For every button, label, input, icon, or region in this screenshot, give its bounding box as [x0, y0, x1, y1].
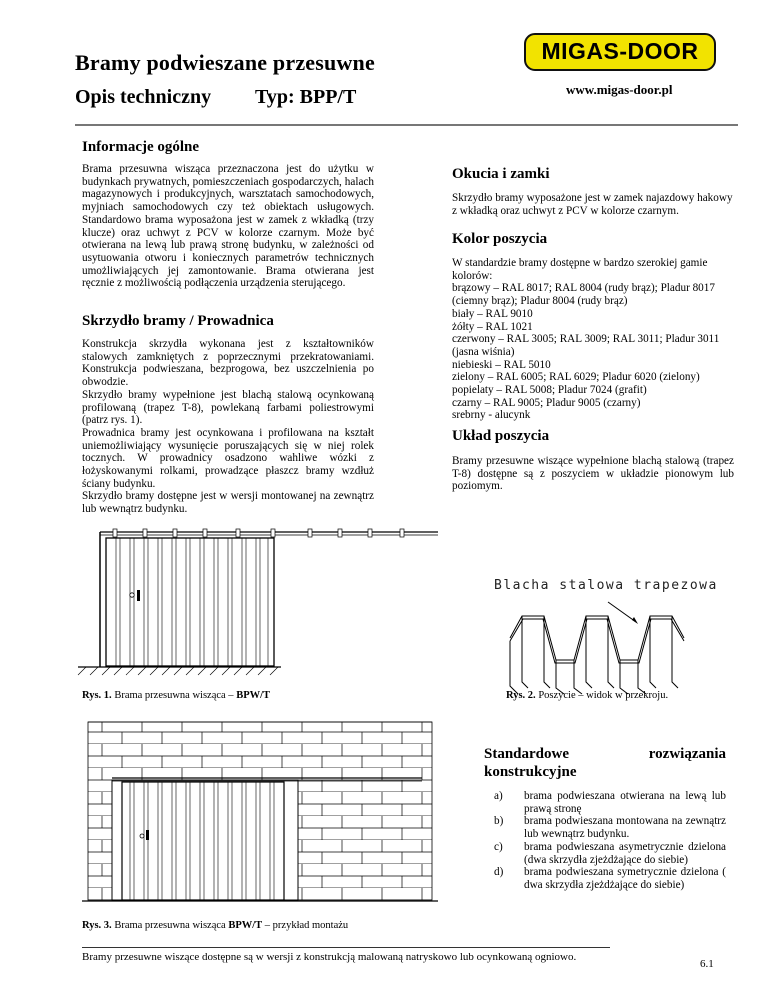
figure-1-caption — [82, 690, 270, 701]
wing-paragraph-2: Skrzydło bramy wypełnione jest blachą stalową ocynkowaną profilowaną (trapez T-8), powlekaną farbami poliestrowymi (patrz rys. 1). — [82, 388, 374, 427]
figure-3-label: Rys. 3. — [82, 920, 112, 931]
color-heading: Kolor poszycia — [452, 231, 548, 247]
figure-3-wall-drawing — [82, 720, 438, 910]
wing-paragraph-3: Prowadnica bramy jest ocynkowana i profilowana na kształt uniemożliwiający wysunięcie poruszających się w niej rolek tocznych. W prowadnicy osadzono wahliwe wózki z łożyskowanymi rolkami, prowadzące płaszcz bramy wzdłuż ściany budynku. — [82, 426, 374, 490]
layout-text: Bramy przesuwne wiszące wypełnione blachą stalową (trapez T-8) dostępne są z poszyciem w układzie pionowym lub poziomym. — [452, 455, 734, 493]
item-text: brama podwieszana symetrycznie dzielona ( dwa skrzydła zjeżdżające do siebie) — [524, 866, 726, 891]
subtitle-type: Typ: BPP/T — [255, 86, 357, 108]
figure-1-text: Brama przesuwna wisząca – — [114, 690, 237, 701]
figure-2-label: Rys. 2. — [506, 690, 536, 701]
solutions-item — [484, 841, 726, 866]
footer-note: Bramy przesuwne wiszące dostępne są w wersji z konstrukcją malowaną natryskowo lub ocynkowaną ogniowo. — [82, 951, 577, 963]
color-line: zielony – RAL 6005; RAL 6029; Pladur 6020 (zielony) — [452, 371, 700, 384]
section-layout — [452, 428, 549, 445]
item-marker: d) — [494, 866, 504, 879]
info-text: Brama przesuwna wisząca przeznaczona jest do użytku w budynkach prywatnych, pomieszczeniach gospodarczych, halach magazynowych i produkcyjnych, warsztatach samochodowych, myjniach samochodowych czy też obiektach usługowych. Standardowo brama wyposażona jest w zamek z wkładką (trzy klucze) oraz uchwyt z PCV w kolorze czarnym. Może być otwierana na lewą lub prawą stronę budynku, w zależności od usytuowania otworu i koniecznych parametrów technicznych umożliwiających jej zamontowanie. Brama otwierana jest ręcznie z możliwością podłączenia urządzenia sterującego. — [82, 163, 374, 290]
figure-3-caption — [82, 920, 348, 931]
website-link[interactable]: www.migas-door.pl — [566, 82, 673, 97]
solutions-heading-left: Standardowe — [484, 746, 570, 762]
solutions-list — [484, 790, 726, 892]
figure-2-text: Poszycie – widok w przekroju. — [538, 690, 669, 701]
wing-paragraph-1: Konstrukcja skrzydła wykonana jest z kształtowników stalowych zamkniętych z poprzecznymi przekratowaniami. Konstrukcja podwieszana, bezprogowa, bez uszczelnienia po obwodzie. — [82, 338, 374, 389]
solutions-heading-line2: konstrukcyjne — [484, 764, 577, 780]
solutions-heading-right: rozwiązania — [648, 746, 726, 762]
figure-1-gate-drawing — [76, 522, 441, 682]
color-line: popielaty – RAL 5008; Pladur 7024 (grafit) — [452, 384, 647, 397]
color-line: srebrny - alucynk — [452, 409, 531, 422]
fittings-heading: Okucia i zamki — [452, 166, 550, 182]
figure-2-profile-drawing — [508, 598, 688, 698]
item-text: brama podwieszana otwierana na lewą lub prawą stronę — [524, 790, 726, 815]
wing-paragraph-4: Skrzydło bramy dostępne jest w wersji montowanej na zewnątrz lub wewnątrz budynku. — [82, 490, 374, 516]
layout-heading: Układ poszycia — [452, 428, 550, 444]
section-fittings — [452, 166, 550, 183]
footer-divider — [82, 947, 610, 948]
figure-3-code: BPW/T — [228, 920, 263, 931]
color-line: brązowy – RAL 8017; RAL 8004 (rudy brąz); Pladur 8017 (ciemny brąz); Pladur 8004 (rudy brąz) — [452, 282, 715, 308]
page-title: Bramy podwieszane przesuwne — [75, 50, 375, 75]
subtitle-description: Opis techniczny — [75, 86, 212, 108]
color-intro: W standardzie bramy dostępne w bardzo szerokiej gamie kolorów: — [452, 257, 708, 282]
item-marker: a) — [494, 790, 503, 802]
color-line: czerwony – RAL 3005; RAL 3009; RAL 3011; Pladur 3011 (jasna wiśnia) — [452, 333, 720, 358]
brand-logo: MIGAS-DOOR — [524, 33, 716, 71]
fittings-text: Skrzydło bramy wyposażone jest w zamek najazdowy hakowy z wkładką oraz uchwyt z PCV w kolorze czarnym. — [452, 192, 733, 217]
color-line: czarny – RAL 9005; Pladur 9005 (czarny) — [452, 396, 641, 409]
item-text: brama podwieszana montowana na zewnątrz lub wewnątrz budynku. — [524, 815, 726, 841]
figure-3-text-after: – przykład montażu — [262, 920, 349, 931]
section-color — [452, 231, 547, 248]
header-divider — [75, 124, 738, 126]
section-wing — [82, 313, 274, 330]
section-info — [82, 139, 199, 156]
color-line: niebieski – RAL 5010 — [452, 358, 551, 371]
color-line: żółty – RAL 1021 — [452, 320, 533, 333]
solutions-heading — [484, 745, 726, 781]
page-number: 6.1 — [700, 958, 714, 970]
wing-heading: Skrzydło bramy / Prowadnica — [82, 313, 274, 329]
figure-2-drawing-label: Blacha stalowa trapezowa — [494, 578, 718, 593]
figure-3-text: Brama przesuwna wisząca — [114, 920, 229, 931]
info-heading: Informacje ogólne — [82, 139, 200, 155]
item-text: brama podwieszana asymetrycznie dzielona (dwa skrzydła zjeżdżające do siebie) — [524, 840, 726, 866]
figure-2-caption — [506, 690, 668, 701]
item-marker: b) — [494, 815, 504, 828]
solutions-item — [484, 790, 726, 815]
color-line: biały – RAL 9010 — [452, 307, 533, 320]
figure-1-label: Rys. 1. — [82, 690, 112, 701]
solutions-item — [484, 866, 726, 891]
wing-text — [82, 338, 374, 516]
solutions-item — [484, 815, 726, 840]
item-marker: c) — [494, 840, 503, 853]
figure-1-code: BPW/T — [236, 690, 271, 701]
color-list — [452, 257, 734, 422]
